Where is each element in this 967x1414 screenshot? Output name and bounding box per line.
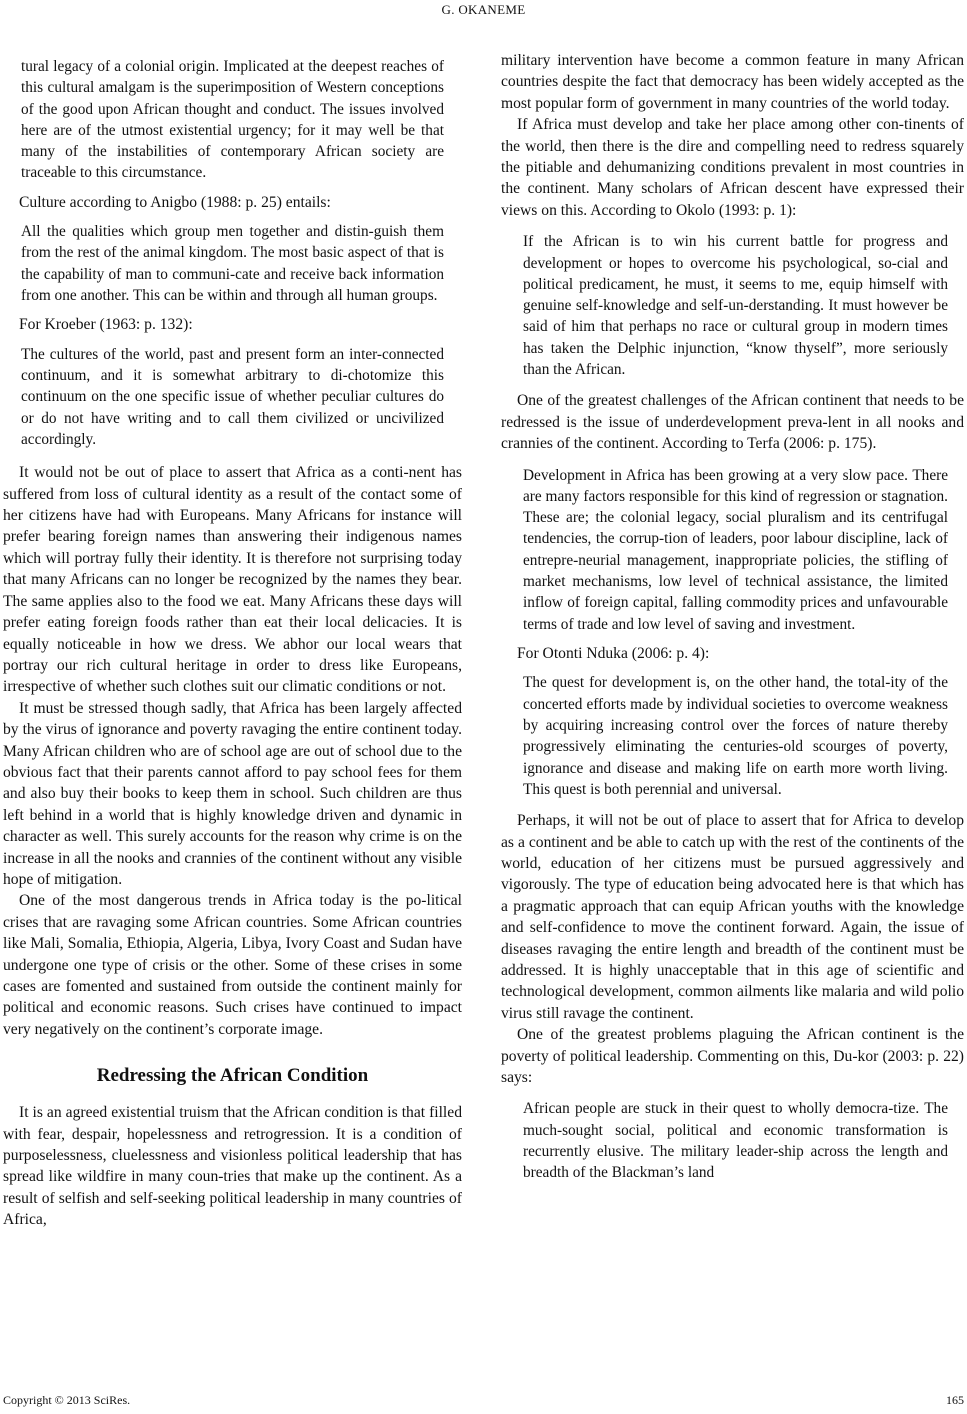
block-quote: The cultures of the world, past and present form an inter-connected continuum, and it is somewhat arbitrary to di-chotomize this continuum on the one specific issue of whether peculiar cultures do or do not have writing and to call them civilized or uncivilized accordingly. — [21, 345, 444, 448]
right-column — [501, 50, 964, 1192]
body-paragraph: It must be stressed though sadly, that Africa has been largely affected by the virus of ignorance and poverty ravaging the entire continent today. Many African children who are of school age are out of school due to the obvious fact that their parents cannot afford to pay school fees for them and also buy their books to keep them in school. Such children are thus left behind in a world that is highly knowledge driven and dynamic in character as well. This surely accounts for the reason why crime is on the increase in all the nooks and crannies of the continent without any visible hope of mitigation. — [3, 699, 462, 888]
section-heading: Redressing the African Condition — [96, 1065, 369, 1087]
quote-lead-in: For Kroeber (1963: p. 132): — [19, 316, 193, 334]
page-number: 165 — [946, 1393, 964, 1407]
quote-lead-in: Culture according to Anigbo (1988: p. 25) entails: — [19, 193, 331, 211]
block-quote: If the African is to win his current battle for progress and development or hopes to overcome his psychological, so-cial and political predicament, he must, it seems to me, equip himself with genuine self-knowledge and self-un-derstanding. It must however be said of him that perhaps no race or cultural group in modern times has taken the Delphic injunction, “know thyself”, more seriously than the African. — [523, 233, 948, 379]
body-paragraph: One of the greatest problems plaguing the African continent is the poverty of political leadership. Commenting on this, Du-kor (2003: p. 22) says: — [501, 1026, 964, 1086]
running-header: G. OKANEME — [441, 2, 526, 17]
block-quote: African people are stuck in their quest to wholly democra-tize. The much-sought social, political and economic transformation is recurrently elusive. The military leader-ship across the length and breadth of the Blackman’s land — [523, 1100, 948, 1182]
body-paragraph: It would not be out of place to assert that Africa as a conti-nent has suffered from loss of cultural identity as a result of the contact some of her citizens have had with Europeans. Many Africans for instance will prefer bearing foreign names than answering their indigenous names which will portray fully their identity. It is therefore not surprising today that many Africans can no longer be recognized by the names they bear. The same applies also to the food we eat. Many Africans these days will prefer eating foreign foods rather than eat their local delicacies. It is equally noticeable in how we dress. We abhor our local wears that portray our rich cultural heritage in order to dress like Europeans, irrespective of whether such clothes suit our climatic conditions or not. — [3, 464, 462, 696]
left-column — [3, 50, 462, 1231]
body-paragraph: Perhaps, it will not be out of place to assert that for Africa to develop as a continent and be able to catch up with the rest of the continents of the world, education of her citizens must be pursued aggressively and vigorously. The type of education being advocated here is that which has a pragmatic approach that can equip African youths with the knowledge and self-confidence to move the continent forward. Again, the issue of diseases ravaging the entire length and breadth of the continent must be addressed. It is highly unacceptable that in this age of scientific and technological development, common ailments like malaria and wild polio virus still ravage the continent. — [501, 812, 964, 1022]
body-paragraph: One of the greatest challenges of the African continent that needs to be redressed is the issue of underdevelopment preva-lent in all nooks and crannies of the continent. According to Terfa (2006: p. 175). — [501, 392, 964, 453]
quote-lead-in: For Otonti Nduka (2006: p. 4): — [517, 644, 710, 662]
block-quote: The quest for development is, on the other hand, the total-ity of the concerted efforts made by individual societies to overcome weakness by acquiring increasing control over the forces of nature thereby progressively eliminating the centuries-old scourges of poverty, ignorance and disease and making life on earth more worth living. This quest is both perennial and universal. — [523, 674, 948, 798]
copyright-notice: Copyright © 2013 SciRes. — [3, 1393, 131, 1407]
block-quote: All the qualities which group men together and distin-guish them from the rest of the animal kingdom. The most basic aspect of that is the capability of man to communi-cate and receive back information from one another. This can be within and through all human groups. — [21, 223, 444, 305]
body-paragraph: If Africa must develop and take her place among other con-tinents of the world, then there is the dire and compelling need to redress squarely the pitiable and dehumanizing conditions prevalent in most countries in the continent. Many scholars of African descent have expressed their views on this. According to Okolo (1993: p. 1): — [501, 116, 964, 219]
body-paragraph: One of the most dangerous trends in Africa today is the po-litical crises that are ravaging some African countries. Some African countries like Mali, Somalia, Ethiopia, Algeria, Libya, Ivory Coast and Sudan have undergone one type of crisis or the other. Some of these crises in some cases are fomented and sustained from outside the continent mainly for political and economic reasons. Such crises have continued to impact very negatively on the continent’s corporate image. — [3, 892, 462, 1038]
block-quote: Development in Africa has been growing at a very slow pace. There are many factors responsible for this kind of regression or stagnation. These are; the colonial legacy, social pluralism and its centrifugal tendencies, the corrup-tion of leaders, poor labour discipline, lack of entrepre-neurial management, inappropriate policies, the stifling of market mechanisms, low level of technical assistance, the limited inflow of foreign capital, falling commodity prices and unfavourable terms of trade and low level of saving and investment. — [523, 466, 948, 633]
body-paragraph: military intervention have become a common feature in many African countries despite the fact that democracy has been widely accepted as the most popular form of government in many countries of the world today. — [501, 52, 964, 112]
block-quote: tural legacy of a colonial origin. Implicated at the deepest reaches of this cultural amalgam is the superimposition of Western conceptions of the good upon African thought and conduct. The issues involved here are of the utmost existential urgency; for it may well be that many of the instabilities of contemporary African society are traceable to this circumstance. — [21, 58, 444, 182]
body-paragraph: It is an agreed existential truism that the African condition is that filled with fear, despair, hopelessness and retrogression. It is a condition of purposelessness, cluelessness and visionless political leadership that has spread like wildfire in many coun-tries that make up the continent. As a result of selfish and self-seeking political leadership in many countries of Africa, — [3, 1104, 462, 1229]
